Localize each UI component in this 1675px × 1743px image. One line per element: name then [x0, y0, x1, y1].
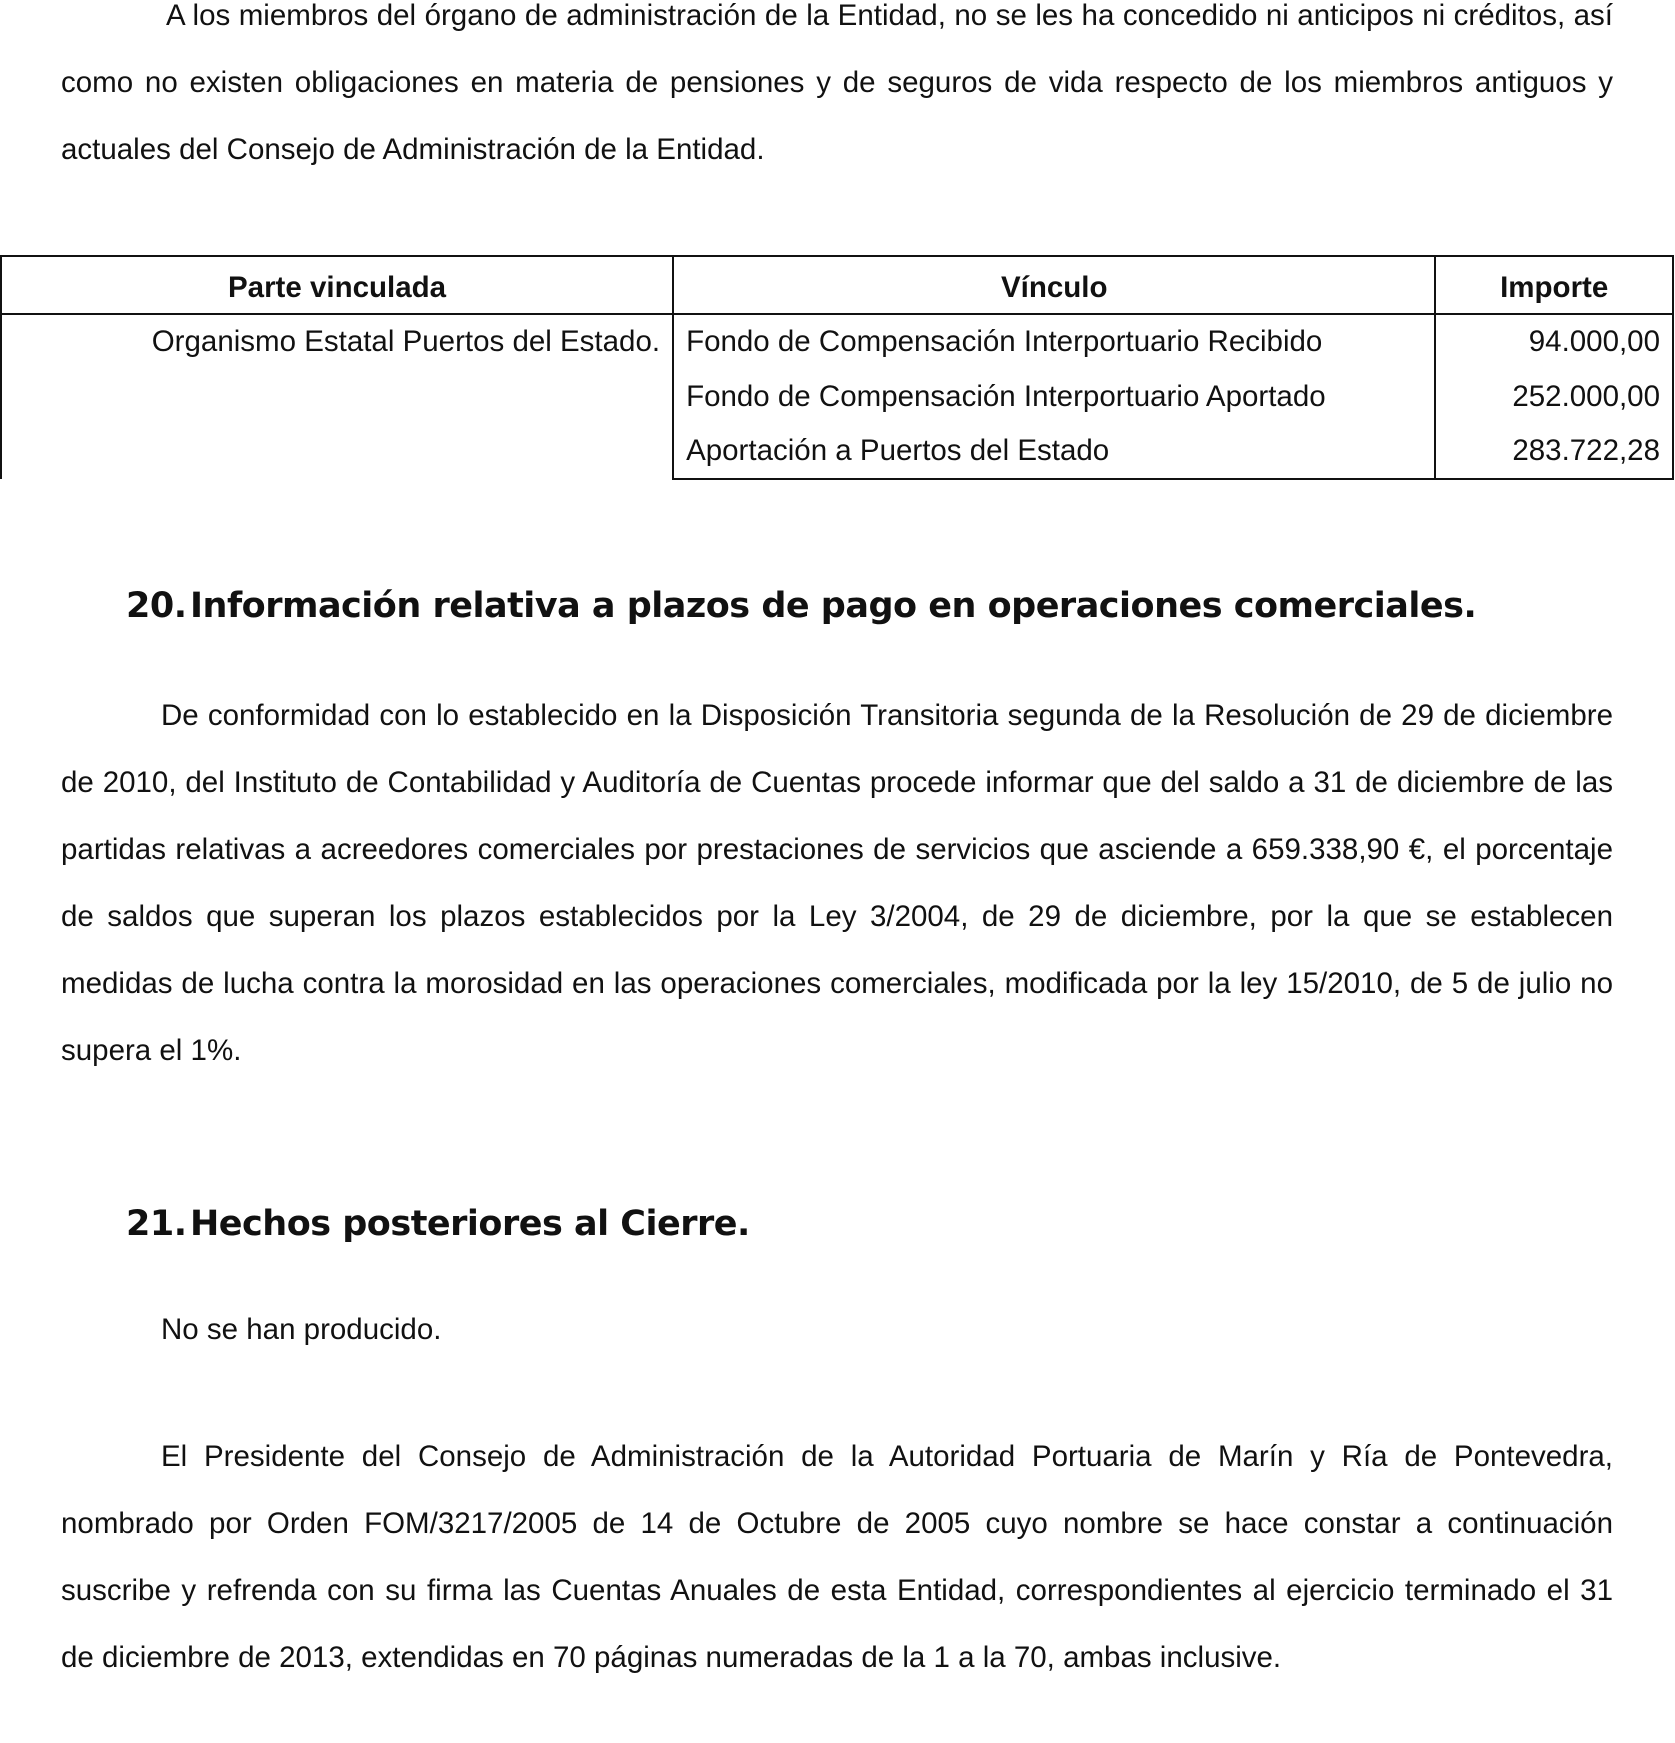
section-20-heading — [126, 586, 1476, 626]
importe-cell: 94.000,00 — [1435, 314, 1673, 369]
table-row — [1, 314, 1673, 369]
section-21-title: Hechos posteriores al Cierre. — [190, 1204, 750, 1244]
section-21-heading — [126, 1204, 750, 1244]
importe-cell: 252.000,00 — [1435, 369, 1673, 424]
header-importe: Importe — [1435, 256, 1673, 314]
header-parte-vinculada: Parte vinculada — [1, 256, 673, 314]
header-vinculo: Vínculo — [673, 256, 1435, 314]
party-name-cell: Organismo Estatal Puertos del Estado. — [1, 314, 673, 479]
closing-paragraph: El Presidente del Consejo de Administración de la Autoridad Portuaria de Marín y Ría de Pontevedra, nombrado por Orden FOM/3217/2005 de 14 de Octubre de 2005 cuyo nombre se hace constar a continuación suscribe y refrenda con su firma las Cuentas Anuales de esta Entidad, correspondientes al ejercicio terminado el 31 de diciembre de 2013, extendidas en 70 páginas numeradas de la 1 a la 70, ambas inclusive. — [61, 1440, 1613, 1674]
vinculo-cell: Aportación a Puertos del Estado — [673, 424, 1435, 479]
related-parties-table — [0, 255, 1674, 480]
vinculo-cell: Fondo de Compensación Interportuario Recibido — [673, 314, 1435, 369]
section-20-title: Información relativa a plazos de pago en operaciones comerciales. — [190, 586, 1477, 626]
table-header-row — [1, 256, 1673, 314]
vinculo-cell: Fondo de Compensación Interportuario Aportado — [673, 369, 1435, 424]
section-21-number: 21. — [126, 1204, 187, 1244]
section-20-body: De conformidad con lo establecido en la Disposición Transitoria segunda de la Resolución de 29 de diciembre de 2010, del Instituto de Contabilidad y Auditoría de Cuentas procede informar que del saldo a 31 de diciembre de las partidas relativas a acreedores comerciales por prestaciones de servicios que asciende a 659.338,90 €, el porcentaje de saldos que superan los plazos establecidos por la Ley 3/2004, de 29 de diciembre, por la que se establecen medidas de lucha contra la morosidad en las operaciones comerciales, modificada por la ley 15/2010, de 5 de julio no supera el 1%. — [61, 699, 1613, 1067]
intro-paragraph: A los miembros del órgano de administración de la Entidad, no se les ha concedido ni anticipos ni créditos, así como no existen obligaciones en materia de pensiones y de seguros de vida respecto de los miembros antiguos y actuales del Consejo de Administración de la Entidad. — [61, 0, 1613, 166]
section-21-body: No se han producido. — [161, 1313, 442, 1346]
importe-cell: 283.722,28 — [1435, 424, 1673, 479]
section-20-number: 20. — [126, 586, 187, 626]
